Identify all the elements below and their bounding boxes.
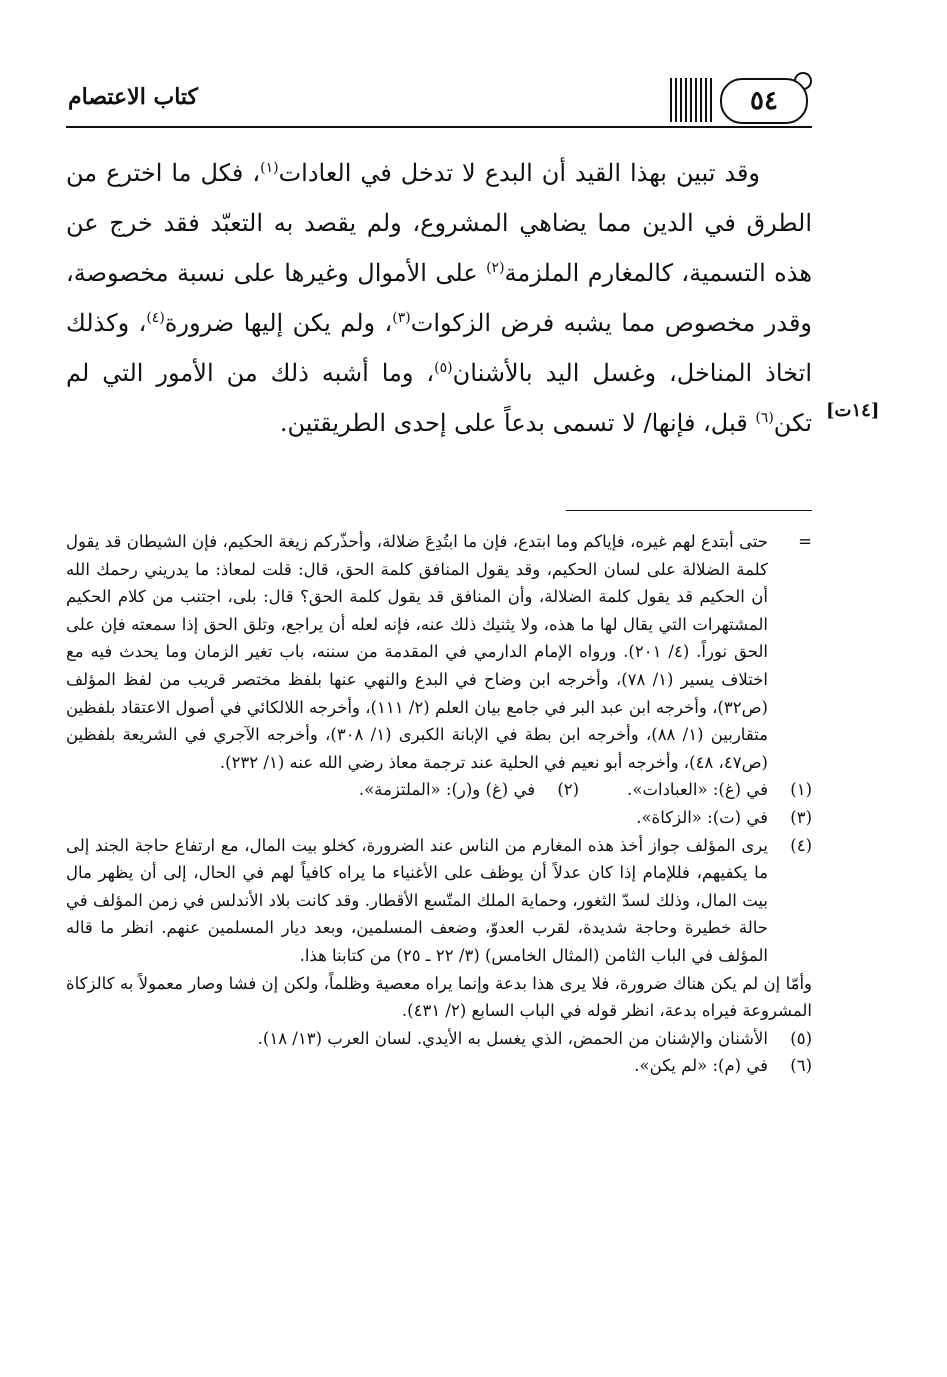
- footnote-ref[interactable]: (١): [260, 160, 279, 176]
- footnote-number: (٢): [557, 780, 580, 800]
- footnote-3: [66, 804, 812, 832]
- footnote-ref[interactable]: (٢): [486, 260, 505, 276]
- text-segment: وقد تبين بهذا القيد أن البدع لا تدخل في العادات: [278, 159, 761, 187]
- main-paragraph: [66, 148, 812, 448]
- page-header: [66, 70, 812, 128]
- footnote-text: حتى أبتدع لهم غيره، فإياكم وما ابتدع، فإن ما ابتُدِعَ ضلالة، وأحذّركم زيغة الحكيم، فإن الشيطان قد يقول كلمة الضلالة على لسان الحكيم، وقد يقول المنافق كلمة الحق، قال: قلت لمعاذ: ما يدريني رحمك الله أن الحكيم قد يقول كلمة الضلالة، وأن المنافق قد يقول كلمة الحق؟ قال: بلى، اجتنب من كلام الحكيم المشتهرات التي يقال لها ما هذه، ولا يثنيك ذلك عنه، فإنه لعله أن يراجع، وتلق الحق إذا سمعته فإن على الحق نوراً. (٤/ ٢٠١). ورواه الإمام الدارمي في المقدمة من سننه، باب تغير الزمان وما يحدث فيه مع اختلاف يسير (١/ ٧٨)، وأخرجه ابن وضاح في البدع والنهي عنها بلفظ مختصر قريب من لفظ المؤلف (ص٣٢)، وأخرجه ابن عبد البر في جامع بيان العلم (٢/ ١١١)، وأخرجه اللالكائي في أصول الاعتقاد بلفظين متقاربين (١/ ٨٨)، وأخرجه ابن بطة في الإبانة الكبرى (١/ ٣٠٨)، وأخرجه الآجري في الشريعة بلفظين (ص٤٧، ٤٨)، وأخرجه أبو نعيم في الحلية عند ترجمة معاذ رضي الله عنه (١/ ٢٣٢).: [66, 532, 768, 772]
- footnote-number: (٤): [790, 835, 812, 855]
- footnote-text: الأشنان والإشنان من الحمض، الذي يغسل به الأيدي. لسان العرب (١٣/ ١٨).: [257, 1028, 768, 1048]
- footnote-4: [66, 832, 812, 970]
- main-text: [66, 148, 812, 448]
- footnote-text: في (غ) و(ر): «الملتزمة».: [358, 780, 536, 800]
- footnote-ref[interactable]: (٤): [146, 310, 165, 326]
- footnote-text: في (غ): «العبادات».: [627, 780, 768, 800]
- text-segment: قبل، فإنها/ لا تسمى بدعاً على إحدى الطريقتين.: [279, 409, 756, 437]
- page-number: ٥٤: [720, 78, 808, 124]
- footnote-number: (٦): [790, 1056, 812, 1076]
- text-segment: ، وما أشبه ذلك من الأمور التي لم تكن: [66, 359, 812, 437]
- footnote-ref[interactable]: (٦): [755, 410, 774, 426]
- text-segment: ، فكل ما اخترع من الطرق في الدين مما يضاهي المشروع، ولم يقصد به التعبّد فقد خرج عن هذه التسمية، كالمغارم الملزمة: [66, 159, 813, 287]
- footnote-continuation: [66, 528, 812, 776]
- footnote-6: [66, 1052, 812, 1080]
- page-number-badge: [718, 72, 812, 124]
- footnote-1: [627, 776, 812, 804]
- footnote-number: (١): [790, 780, 812, 800]
- footnotes: [66, 528, 812, 1080]
- text-segment: على الأموال وغيرها على نسبة مخصوصة، وقدر مخصوص مما يشبه فرض الزكوات: [66, 259, 812, 337]
- text-segment: ، ولم يكن إليها ضرورة: [164, 309, 393, 337]
- book-title: كتاب الاعتصام: [68, 84, 199, 110]
- footnote-text: في (م): «لم يكن».: [634, 1056, 768, 1076]
- header-rule: [66, 126, 812, 128]
- footnote-2: [359, 776, 579, 804]
- manuscript-folio-marker: [١٤ت]: [826, 400, 880, 421]
- footnote-4-continued: [66, 970, 812, 1025]
- header-ornament-bars: [668, 78, 712, 122]
- footnote-number: (٥): [790, 1028, 812, 1048]
- footnote-text: يرى المؤلف جواز أخذ هذه المغارم من الناس عند الضرورة، كخلو بيت المال، مع ارتفاع حاجة الجند إلى ما يكفيهم، فللإمام إذا كان عدلاً أن يوظف على الأغنياء ما يراه كافياً لهم في الحال، إلى أن يظهر مال بيت المال، وذلك لسدّ الثغور، وحماية الملك المتّسع الأقطار. وقد كانت بلاد الأندلس في زمن المؤلف في حالة خطيرة وحاجة شديدة، لقرب العدوّ، وضعف المسلمين، وبعد ديار المسلمين عنهم. انظر ما قاله المؤلف في الباب الثامن (المثال الخامس) (٣/ ٢٢ ـ ٢٥) من كتابنا هذا.: [66, 835, 768, 965]
- footnote-5: [66, 1025, 812, 1053]
- footnote-separator: [566, 510, 812, 511]
- continuation-mark: =: [798, 532, 812, 551]
- footnote-number: (٣): [790, 807, 812, 827]
- footnote-text: في (ت): «الزكاة».: [636, 807, 768, 827]
- footnote-text: وأمّا إن لم يكن هناك ضرورة، فلا يرى هذا بدعة وإنما يراه معصية وظلماً، ولكن إن فشا وصار معمولاً به كالزكاة المشروعة فيراه بدعة، انظر قوله في الباب السابع (٢/ ٤٣١).: [66, 973, 812, 1021]
- footnote-ref[interactable]: (٥): [434, 360, 453, 376]
- footnote-ref[interactable]: (٣): [392, 310, 411, 326]
- text-segment: ، وكذلك اتخاذ المناخل، وغسل اليد بالأشنان: [66, 309, 812, 387]
- footnote-row: [66, 776, 812, 804]
